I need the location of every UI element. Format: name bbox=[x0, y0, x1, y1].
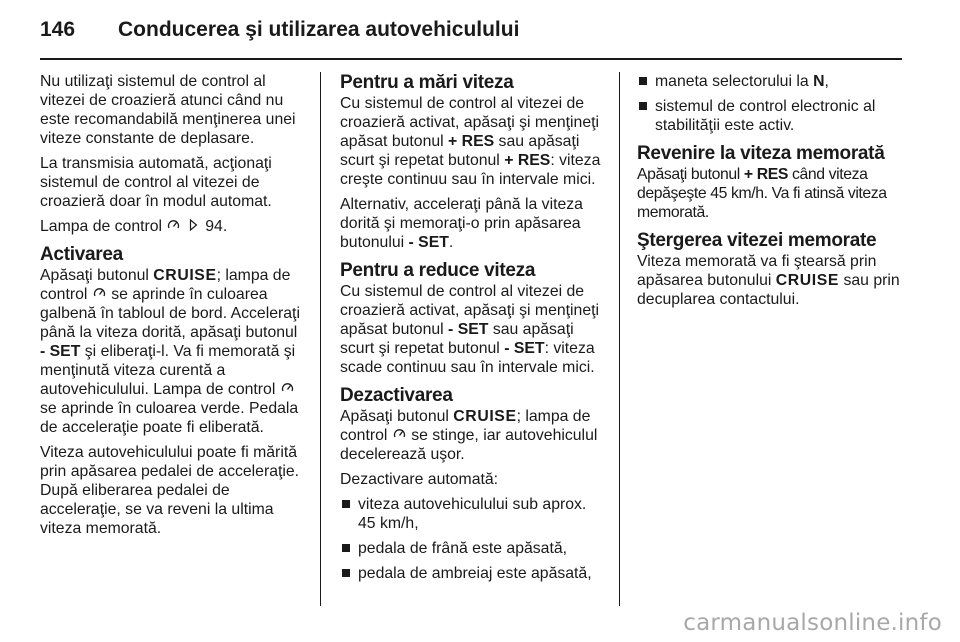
cruise-button-label: CRUISE bbox=[153, 267, 217, 284]
res-button-label: + RES bbox=[448, 133, 495, 150]
set-button-label: - SET bbox=[504, 340, 545, 357]
section-heading-decrease: Pentru a reduce viteza bbox=[340, 260, 536, 281]
header-divider bbox=[40, 58, 902, 60]
column-middle bbox=[340, 72, 606, 589]
list-item: sistemul de control electronic al stabilităţii este activ. bbox=[637, 97, 907, 135]
paragraph: Viteza memorată va fi ştearsă prin apăsarea butonului CRUISE sau prin decuplarea contactului. bbox=[637, 253, 900, 308]
list-item: maneta selectorului la N, bbox=[637, 72, 907, 91]
column-divider bbox=[619, 72, 620, 606]
section-heading-deactivation: Dezactivarea bbox=[340, 385, 453, 406]
cruise-lamp-icon bbox=[392, 428, 407, 440]
section-heading-increase: Pentru a mări viteza bbox=[340, 72, 514, 93]
paragraph: Cu sistemul de control al vitezei de croazieră activat, apăsaţi şi menţineţi apăsat butonul - SET sau apăsaţi scurt şi repetat butonul - SET: viteza scade continuu sau în intervale mici. bbox=[340, 283, 600, 376]
section-heading-resume: Revenire la viteza memorată bbox=[637, 143, 885, 164]
section-heading-erase: Ştergerea vitezei memorate bbox=[637, 230, 877, 251]
cruise-button-label: CRUISE bbox=[775, 272, 840, 289]
list-item: pedala de frână este apăsată, bbox=[340, 539, 606, 558]
page-header bbox=[40, 12, 900, 48]
set-button-label: - SET bbox=[40, 343, 81, 360]
list-item: viteza autovehiculului sub aprox. 45 km/h, bbox=[340, 495, 606, 533]
section-heading-activation: Activarea bbox=[40, 244, 123, 265]
paragraph: Alternativ, acceleraţi până la viteza dorită şi memoraţi-o prin apăsarea butonului - SET. bbox=[340, 196, 583, 251]
paragraph: Cu sistemul de control al vitezei de croazieră activat, apăsaţi şi menţineţi apăsat butonul + RES sau apăsaţi scurt şi repetat butonul + RES: viteza creşte continuu sau în intervale mici. bbox=[340, 95, 601, 188]
paragraph: La transmisia automată, acţionaţi sistemul de control al vitezei de croazieră doar în modul automat. bbox=[40, 155, 272, 210]
res-button-label: + RES bbox=[743, 166, 789, 183]
paragraph: Nu utilizaţi sistemul de control al vitezei de croazieră atunci când nu este recomandabilă menţinerea unei viteze constante de deplasare. bbox=[40, 73, 296, 147]
page-title: Conducerea şi utilizarea autovehiculului bbox=[118, 18, 520, 41]
paragraph: Lampa de control 94. bbox=[40, 218, 228, 235]
cruise-lamp-icon bbox=[92, 287, 107, 299]
list-item: pedala de ambreiaj este apăsată, bbox=[340, 564, 606, 583]
paragraph: Viteza autovehiculului poate fi mărită prin apăsarea pedalei de acceleraţie. După eliberarea pedalei de acceleraţie, se va reveni la ultima viteza memorată. bbox=[40, 444, 300, 537]
page-number: 146 bbox=[40, 18, 76, 41]
bullet-list bbox=[637, 72, 907, 135]
paragraph: Apăsaţi butonul CRUISE; lampa de control se aprinde în culoarea galbenă în tabloul de bord. Acceleraţi până la viteza dorită, apăsaţi butonul - SET şi eliberaţi-l. Va fi memorată şi menţinută viteza curentă a autovehiculului. Lampa de control se aprinde în culoarea verde. Pedala de acceleraţie poate fi eliberată. bbox=[40, 267, 300, 436]
cruise-button-label: CRUISE bbox=[453, 408, 517, 425]
set-button-label: - SET bbox=[408, 234, 449, 251]
paragraph: Apăsaţi butonul + RES când viteza depăşeşte 45 km/h. Va fi atinsă viteza memorată. bbox=[637, 166, 887, 221]
column-left bbox=[40, 72, 306, 544]
bullet-list bbox=[340, 495, 606, 583]
column-divider bbox=[320, 72, 321, 606]
paragraph: Dezactivare automată: bbox=[340, 471, 499, 488]
cruise-lamp-icon bbox=[280, 382, 295, 394]
gear-n-label: N bbox=[813, 73, 825, 90]
cruise-lamp-icon bbox=[166, 219, 181, 231]
column-right bbox=[637, 72, 907, 315]
set-button-label: - SET bbox=[448, 321, 489, 338]
res-button-label: + RES bbox=[504, 152, 551, 169]
paragraph: Apăsaţi butonul CRUISE; lampa de control se stinge, iar autovehiculul decelerează uşor. bbox=[340, 408, 598, 463]
page-reference-icon bbox=[186, 219, 201, 231]
watermark: carmanualsonline.info bbox=[683, 610, 942, 636]
